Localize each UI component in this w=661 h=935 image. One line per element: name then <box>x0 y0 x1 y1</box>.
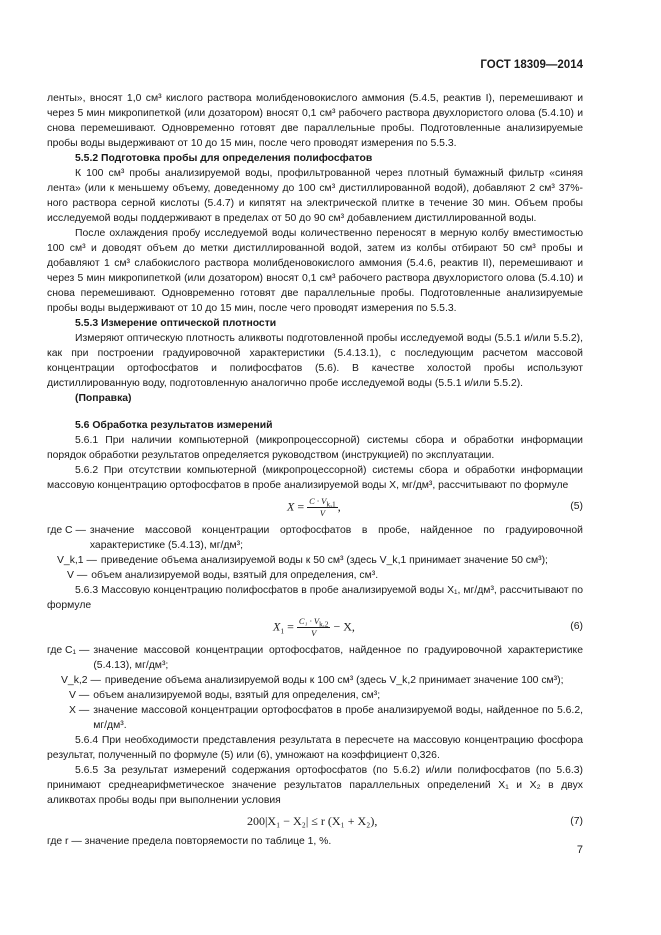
standard-header: ГОСТ 18309—2014 <box>480 59 583 71</box>
definition-row: где C — значение массовой концентрации ортофосфатов в пробе, найденное по градуировочной характеристике (5.4.13), мг/дм³; <box>47 525 583 551</box>
formula-6-definitions <box>47 643 583 733</box>
formula-expression: $X_1$ = $\frac{C_1 \cdot V_{k,2}}{V}$ − X, <box>273 616 355 638</box>
definition-row: V — объем анализируемой воды, взятый для определения, см³. <box>67 570 379 581</box>
document-body <box>47 91 583 849</box>
paragraph: 5.6.5 За результат измерений содержания ортофосфатов (по 5.6.2) и/или полифосфатов (по 5.6.3) принимают среднеарифметическое значение результатов параллельных определений X₁ и X₂ в двух аликвотах пробы воды при выполнении условия <box>47 765 583 806</box>
section-heading-5-5-2: 5.5.2 Подготовка пробы для определения полифосфатов <box>75 153 373 164</box>
definition-row: V_k,1 — приведение объема анализируемой воды к 50 см³ (здесь V_k,1 принимает значение 50 см³); <box>57 555 548 566</box>
formula-number: (5) <box>570 501 583 512</box>
paragraph: После охлаждения пробу исследуемой воды количественно переносят в мерную колбу вместимостью 100 см³ и доводят объем до метки дистиллированной водой, затем из колбы отбирают 50 см³ пробы и добавляют 1 см³ слабокислого раствора молибденовокислого аммония (5.4.6, реактив II), перемешивают и через 5 мин микропипеткой (или дозатором) вносят 0,1 см³ рабочего раствора двухлористого олова (5.4.10) и снова перемешивают. Одновременно готовят две параллельные пробы. Подготовленные анализируемые пробы воды выдерживают от 10 до 15 мин, после чего проводят измерения по 5.5.3. <box>47 228 583 314</box>
paragraph: где r — значение предела повторяемости по таблице 1, %. <box>47 836 332 847</box>
section-heading-5-5-3: 5.5.3 Измерение оптической плотности <box>75 318 277 329</box>
paragraph: ленты», вносят 1,0 см³ кислого раствора молибденовокислого аммония (5.4.5, реактив I), перемешивают и через 5 мин микропипеткой (или дозатором) вносят 0,1 см³ рабочего раствора двухлористого олова (5.4.10) и снова перемешивают. Одновременно готовят две параллельные пробы. Подготовленные анализируемые пробы воды выдерживают от 10 до 15 мин, после чего проводят измерения по 5.5.3. <box>47 93 583 149</box>
paragraph: К 100 см³ пробы анализируемой воды, профильтрованной через плотный бумажный фильтр «синяя лента» (или к меньшему объему, доведенному до 100 см³ дистиллированной водой), добавляют 2 см³ 37%-ного раствора серной кислоты (5.4.7) и кипятят на электрической плитке в течение 30 мин. Объем пробы исследуемой воды поддерживают в пределах от 50 до 90 см³ добавлением дистиллированной воды. <box>47 168 583 224</box>
definition-row: V — объем анализируемой воды, взятый для определения, см³; <box>69 690 381 701</box>
section-heading-5-6: 5.6 Обработка результатов измерений <box>75 420 273 431</box>
paragraph: 5.6.4 При необходимости представления результата в пересчете на массовую концентрацию фосфора результат, полученный по формуле (5) или (6), умножают на коэффициент 0,326. <box>47 735 583 761</box>
formula-expression: 200|X₁ − X₂| ≤ r (X₁ + X₂), <box>247 814 378 828</box>
formula-5 <box>47 493 583 523</box>
formula-fraction: $\frac{C \cdot V_{k,1}}{V}$ <box>309 496 336 518</box>
formula-5-definitions <box>47 523 583 583</box>
definition-row: X — значение массовой концентрации ортофосфатов в пробе анализируемой воды, найденное по 5.6.2, мг/дм³. <box>69 705 583 731</box>
formula-number: (6) <box>570 621 583 632</box>
definition-row: V_k,2 — приведение объема анализируемой воды к 100 см³ (здесь V_k,2 принимает значение 100 см³); <box>61 675 564 686</box>
amendment-note: (Поправка) <box>75 393 132 404</box>
formula-7 <box>47 808 583 834</box>
formula-6 <box>47 613 583 643</box>
paragraph: 5.6.1 При наличии компьютерной (микропроцессорной) системы сбора и обработки информации порядок обработки результатов определяется руководством (инструкцией) по эксплуатации. <box>47 435 583 461</box>
paragraph: 5.6.3 Массовую концентрацию полифосфатов в пробе анализируемой воды X₁, мг/дм³, рассчитывают по формуле <box>47 585 583 611</box>
formula-number: (7) <box>570 816 583 827</box>
formula-fraction: $\frac{C_1 \cdot V_{k,2}}{V}$ <box>298 616 329 638</box>
definition-row: где C₁ — значение массовой концентрации ортофосфатов, найденное по градуировочной характеристике (5.4.13), мг/дм³; <box>47 645 583 671</box>
paragraph: 5.6.2 При отсутствии компьютерной (микропроцессорной) системы сбора и обработки информации массовую концентрацию ортофосфатов в пробе анализируемой воды X, мг/дм³, рассчитывают по формуле <box>47 465 583 491</box>
page-number: 7 <box>576 844 583 856</box>
formula-expression: X = $\frac{C \cdot V_{k,1}}{V}$ , <box>287 496 341 518</box>
paragraph: Измеряют оптическую плотность аликвоты подготовленной пробы исследуемой воды (5.5.1 и/или 5.5.2), как при построении градуировочной характеристики (5.4.13.1), с последующим расчетом массовой концентрации ортофосфатов и полифосфатов (5.6). В качестве холостой пробы используют дистиллированную воду, подготовленную аналогично пробе исследуемой воды (5.5.1 и/или 5.5.2). <box>47 333 583 389</box>
